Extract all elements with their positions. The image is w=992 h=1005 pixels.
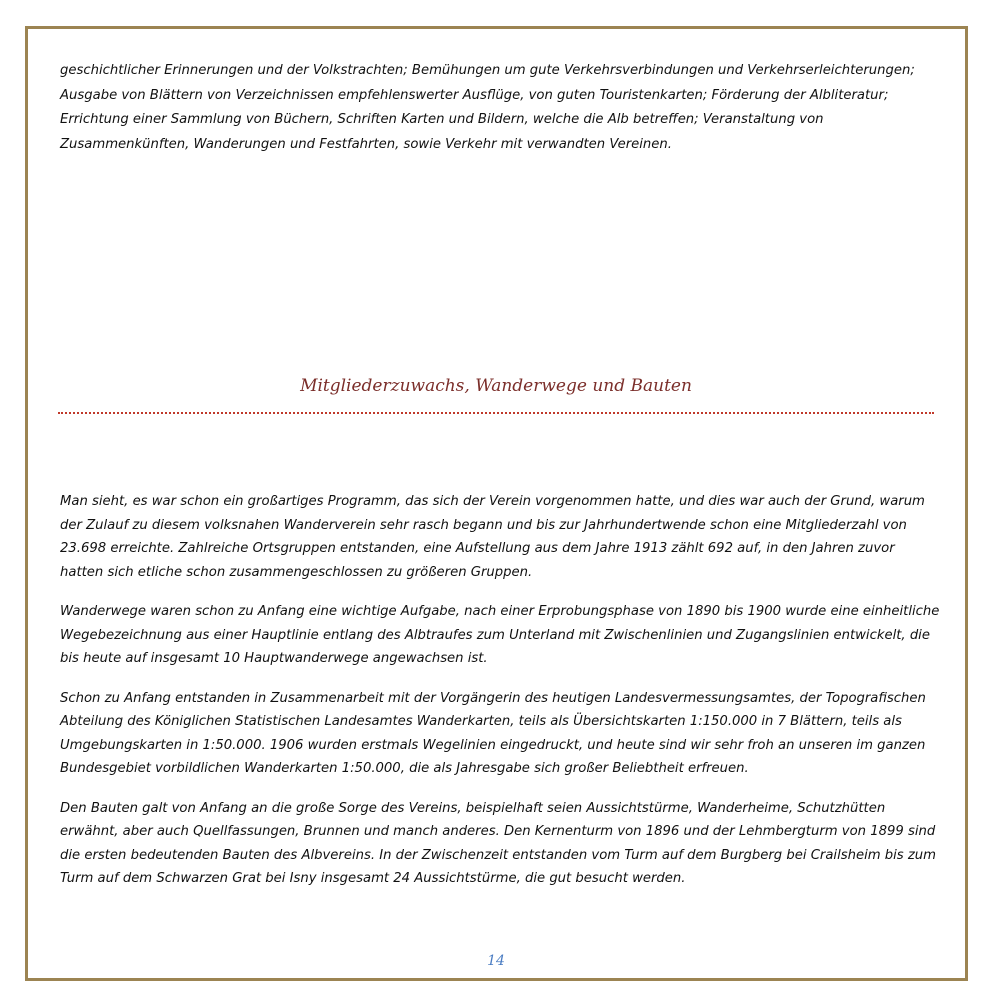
body-text [60,490,940,907]
page-number: 14 [487,953,505,969]
intro-paragraph: geschichtlicher Erinnerungen und der Volkstrachten; Bemühungen um gute Verkehrsverbindungen und Verkehrserleichterungen; Ausgabe von Blättern von Verzeichnissen empfehlenswerter Ausflüge, von guten Touristenkarten; Förderung der Albliteratur; Errichtung einer Sammlung von Büchern, Schriften Karten und Bildern, welche die Alb betreffen; Veranstaltung von Zusammenkünften, Wanderungen und Festfahrten, sowie Verkehr mit verwandten Vereinen. [60,63,915,152]
section-heading: Mitgliederzuwachs, Wanderwege und Bauten [300,376,692,396]
heading-divider [58,412,934,414]
paragraph-buildings: Den Bauten galt von Anfang an die große Sorge des Vereins, beispielhaft seien Aussichtstürme, Wanderheime, Schutzhütten erwähnt, aber auch Quellfassungen, Brunnen und manch anderes. Den Kernenturm von 1896 und der Lehmbergturm von 1899 sind die ersten bedeutenden Bauten des Albvereins. In der Zwischenzeit entstanden vom Turm auf dem Burgberg bei Crailsheim bis zum Turm auf dem Schwarzen Grat bei Isny insgesamt 24 Aussichtstürme, die gut besucht werden. [60,800,936,886]
paragraph-hiking-trails: Wanderwege waren schon zu Anfang eine wichtige Aufgabe, nach einer Erprobungsphase von 1890 bis 1900 wurde eine einheitliche Wegebezeichnung aus einer Hauptlinie entlang des Albtraufes zum Unterland mit Zwischenlinien und Zugangslinien entwickelt, die bis heute auf insgesamt 10 Hauptwanderwege angewachsen ist. [60,604,940,666]
paragraph-membership: Man sieht, es war schon ein großartiges Programm, das sich der Verein vorgenommen hatte, und dies war auch der Grund, warum der Zulauf zu diesem volksnahen Wanderverein sehr rasch begann und bis zur Jahrhundertwende schon eine Mitgliederzahl von 23.698 erreichte. Zahlreiche Ortsgruppen entstanden, eine Aufstellung aus dem Jahre 1913 zählt 692 auf, in den Jahren zuvor hatten sich etliche schon zusammengeschlossen zu größeren Gruppen. [60,494,925,580]
paragraph-hiking-maps: Schon zu Anfang entstanden in Zusammenarbeit mit der Vorgängerin des heutigen Landesvermessungsamtes, der Topografischen Abteilung des Königlichen Statistischen Landesamtes Wanderkarten, teils als Übersichtskarten 1:150.000 in 7 Blättern, teils als Umgebungskarten in 1:50.000. 1906 wurden erstmals Wegelinien eingedruckt, und heute sind wir sehr froh an unseren im ganzen Bundesgebiet vorbildlichen Wanderkarten 1:50.000, die als Jahresgabe sich großer Beliebtheit erfreuen. [60,690,926,776]
